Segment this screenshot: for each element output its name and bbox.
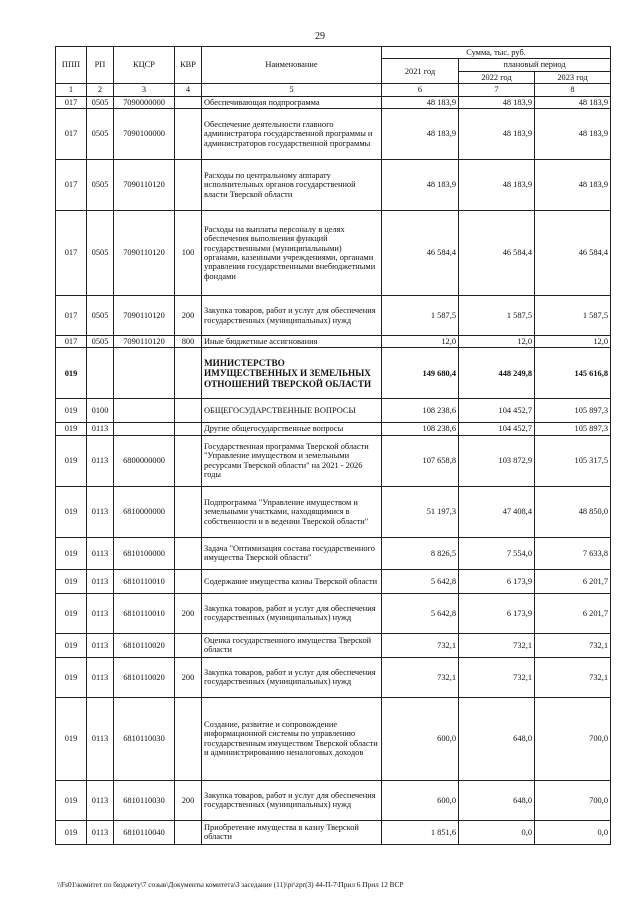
table-row (56, 160, 611, 211)
cell-2021: 1 851,6 (382, 820, 459, 844)
table-row (56, 780, 611, 820)
cell-kcsr: 6810100000 (114, 537, 175, 569)
cell-kvr (175, 633, 202, 657)
cell-kvr (175, 399, 202, 423)
cell-2023: 105 897,3 (535, 423, 611, 435)
cell-ppp: 019 (56, 423, 87, 435)
budget-table (55, 46, 611, 845)
col-number: 2 (87, 84, 114, 96)
cell-name: Расходы на выплаты персоналу в целях обеспечения выполнения функций государственными (муниципальными) органами, казенными учреждениями, органами управления государственными внебюджетными фондами (202, 211, 382, 296)
cell-name: Содержание имущества казны Тверской области (202, 569, 382, 593)
col-number: 5 (202, 84, 382, 96)
cell-kcsr: 7090100000 (114, 109, 175, 160)
cell-2022: 7 554,0 (459, 537, 535, 569)
cell-2023: 700,0 (535, 780, 611, 820)
cell-2022: 732,1 (459, 633, 535, 657)
cell-kcsr: 6810000000 (114, 486, 175, 537)
col-ppp-header: ППП (56, 47, 87, 84)
cell-ppp: 017 (56, 211, 87, 296)
cell-2023: 0,0 (535, 820, 611, 844)
cell-kvr (175, 486, 202, 537)
cell-rp: 0505 (87, 211, 114, 296)
cell-rp: 0505 (87, 296, 114, 336)
cell-kcsr: 6810110040 (114, 820, 175, 844)
cell-kvr (175, 537, 202, 569)
cell-name: ОБЩЕГОСУДАРСТВЕННЫЕ ВОПРОСЫ (202, 399, 382, 423)
cell-2022: 48 183,9 (459, 160, 535, 211)
cell-2023: 105 317,5 (535, 435, 611, 486)
table-row (56, 423, 611, 435)
table-row (56, 435, 611, 486)
cell-2021: 1 587,5 (382, 296, 459, 336)
cell-kcsr: 7090000000 (114, 96, 175, 108)
cell-2022: 46 584,4 (459, 211, 535, 296)
cell-kcsr: 6810110030 (114, 697, 175, 780)
cell-name: Оценка государственного имущества Тверской области (202, 633, 382, 657)
cell-2022: 103 872,9 (459, 435, 535, 486)
cell-rp: 0113 (87, 486, 114, 537)
cell-ppp: 019 (56, 593, 87, 633)
cell-2023: 6 201,7 (535, 593, 611, 633)
cell-2021: 732,1 (382, 657, 459, 697)
cell-2022: 48 183,9 (459, 96, 535, 108)
cell-2022: 104 452,7 (459, 423, 535, 435)
cell-2023: 46 584,4 (535, 211, 611, 296)
cell-kvr: 200 (175, 657, 202, 697)
col-kvr-header: КВР (175, 47, 202, 84)
cell-name: Подпрограмма "Управление имуществом и земельными участками, находящимися в собственности и в ведении Тверской области" (202, 486, 382, 537)
col-number: 8 (535, 84, 611, 96)
cell-rp: 0113 (87, 820, 114, 844)
cell-2023: 48 183,9 (535, 160, 611, 211)
cell-name: Закупка товаров, работ и услуг для обеспечения государственных (муниципальных) нужд (202, 780, 382, 820)
cell-kvr (175, 697, 202, 780)
table-row (56, 593, 611, 633)
table-row (56, 569, 611, 593)
table-row (56, 96, 611, 108)
cell-ppp: 019 (56, 697, 87, 780)
col-kcsr-header: КЦСР (114, 47, 175, 84)
sum-header: Сумма, тыс. руб. (382, 47, 611, 59)
cell-2022: 448 249,8 (459, 348, 535, 399)
cell-kvr: 200 (175, 593, 202, 633)
col-number: 1 (56, 84, 87, 96)
table-row (56, 399, 611, 423)
cell-2021: 149 680,4 (382, 348, 459, 399)
cell-2021: 600,0 (382, 697, 459, 780)
col-number: 3 (114, 84, 175, 96)
cell-kvr (175, 820, 202, 844)
cell-kvr (175, 435, 202, 486)
cell-2023: 145 616,8 (535, 348, 611, 399)
cell-kvr (175, 109, 202, 160)
cell-kvr: 200 (175, 296, 202, 336)
cell-2023: 732,1 (535, 657, 611, 697)
cell-kcsr: 7090110120 (114, 160, 175, 211)
cell-2023: 1 587,5 (535, 296, 611, 336)
cell-rp: 0113 (87, 593, 114, 633)
cell-rp: 0505 (87, 160, 114, 211)
col-number-row (56, 84, 611, 96)
cell-2023: 48 850,0 (535, 486, 611, 537)
cell-rp: 0113 (87, 423, 114, 435)
table-row (56, 537, 611, 569)
cell-rp: 0113 (87, 657, 114, 697)
cell-2021: 108 238,6 (382, 423, 459, 435)
cell-2021: 8 826,5 (382, 537, 459, 569)
cell-rp: 0100 (87, 399, 114, 423)
table-row (56, 296, 611, 336)
cell-ppp: 019 (56, 348, 87, 399)
col-2023-header: 2023 год (535, 71, 611, 83)
cell-2023: 700,0 (535, 697, 611, 780)
table-row (56, 633, 611, 657)
table-row (56, 336, 611, 348)
cell-2023: 105 897,3 (535, 399, 611, 423)
cell-name: Закупка товаров, работ и услуг для обеспечения государственных (муниципальных) нужд (202, 593, 382, 633)
cell-name: Государственная программа Тверской области "Управление имуществом и земельными ресурсами Тверской области" на 2021 - 2026 годы (202, 435, 382, 486)
cell-name: Расходы по центральному аппарату исполнительных органов государственной власти Тверской области (202, 160, 382, 211)
cell-kvr (175, 96, 202, 108)
cell-rp: 0505 (87, 96, 114, 108)
cell-ppp: 019 (56, 569, 87, 593)
cell-2022: 48 183,9 (459, 109, 535, 160)
col-name-header: Наименование (202, 47, 382, 84)
plan-period-header: плановый период (459, 59, 611, 71)
page-number: 29 (315, 31, 325, 42)
cell-2023: 48 183,9 (535, 109, 611, 160)
cell-2022: 12,0 (459, 336, 535, 348)
cell-2021: 48 183,9 (382, 96, 459, 108)
cell-2022: 104 452,7 (459, 399, 535, 423)
cell-kcsr (114, 423, 175, 435)
cell-ppp: 017 (56, 96, 87, 108)
table-row (56, 697, 611, 780)
cell-kvr: 200 (175, 780, 202, 820)
cell-ppp: 019 (56, 537, 87, 569)
cell-2021: 12,0 (382, 336, 459, 348)
cell-kcsr (114, 399, 175, 423)
cell-2021: 46 584,4 (382, 211, 459, 296)
cell-2023: 48 183,9 (535, 96, 611, 108)
cell-name: Обеспечение деятельности главного администратора государственной программы и администраторов государственной программы (202, 109, 382, 160)
cell-rp: 0505 (87, 109, 114, 160)
cell-2022: 1 587,5 (459, 296, 535, 336)
cell-rp: 0113 (87, 697, 114, 780)
cell-2022: 648,0 (459, 780, 535, 820)
cell-2021: 108 238,6 (382, 399, 459, 423)
col-number: 7 (459, 84, 535, 96)
table-row (56, 486, 611, 537)
cell-ppp: 019 (56, 633, 87, 657)
cell-2021: 5 642,8 (382, 593, 459, 633)
cell-name: Закупка товаров, работ и услуг для обеспечения государственных (муниципальных) нужд (202, 296, 382, 336)
col-rp-header: РП (87, 47, 114, 84)
cell-2022: 6 173,9 (459, 569, 535, 593)
col-2022-header: 2022 год (459, 71, 535, 83)
cell-name: Иные бюджетные ассигнования (202, 336, 382, 348)
cell-2023: 6 201,7 (535, 569, 611, 593)
cell-2021: 48 183,9 (382, 109, 459, 160)
cell-name: МИНИСТЕРСТВО ИМУЩЕСТВЕННЫХ И ЗЕМЕЛЬНЫХ ОТНОШЕНИЙ ТВЕРСКОЙ ОБЛАСТИ (202, 348, 382, 399)
cell-ppp: 017 (56, 336, 87, 348)
cell-ppp: 019 (56, 435, 87, 486)
cell-rp (87, 348, 114, 399)
table-row (56, 348, 611, 399)
cell-rp: 0113 (87, 435, 114, 486)
cell-name: Приобретение имущества в казну Тверской области (202, 820, 382, 844)
cell-ppp: 019 (56, 820, 87, 844)
cell-name: Задача "Оптимизация состава государственного имущества Тверской области" (202, 537, 382, 569)
cell-kvr (175, 423, 202, 435)
col-number: 4 (175, 84, 202, 96)
cell-name: Другие общегосударственные вопросы (202, 423, 382, 435)
header-row (56, 47, 611, 59)
cell-kcsr: 6810110010 (114, 593, 175, 633)
table-row (56, 820, 611, 844)
cell-2021: 5 642,8 (382, 569, 459, 593)
cell-kvr (175, 348, 202, 399)
col-number: 6 (382, 84, 459, 96)
cell-kcsr (114, 348, 175, 399)
cell-kcsr: 6800000000 (114, 435, 175, 486)
cell-2023: 12,0 (535, 336, 611, 348)
cell-2021: 732,1 (382, 633, 459, 657)
cell-2021: 600,0 (382, 780, 459, 820)
cell-ppp: 017 (56, 296, 87, 336)
cell-ppp: 017 (56, 160, 87, 211)
cell-kcsr: 6810110010 (114, 569, 175, 593)
cell-kcsr: 7090110120 (114, 211, 175, 296)
cell-kcsr: 6810110020 (114, 633, 175, 657)
cell-name: Закупка товаров, работ и услуг для обеспечения государственных (муниципальных) нужд (202, 657, 382, 697)
cell-rp: 0505 (87, 336, 114, 348)
cell-2023: 732,1 (535, 633, 611, 657)
cell-2021: 51 197,3 (382, 486, 459, 537)
table-body (56, 96, 611, 844)
cell-2023: 7 633,8 (535, 537, 611, 569)
cell-ppp: 019 (56, 780, 87, 820)
cell-kvr: 800 (175, 336, 202, 348)
cell-rp: 0113 (87, 569, 114, 593)
cell-kcsr: 6810110030 (114, 780, 175, 820)
cell-2021: 107 658,8 (382, 435, 459, 486)
cell-rp: 0113 (87, 780, 114, 820)
cell-kvr: 100 (175, 211, 202, 296)
cell-ppp: 019 (56, 657, 87, 697)
cell-kcsr: 7090110120 (114, 296, 175, 336)
cell-2022: 6 173,9 (459, 593, 535, 633)
file-path-footer: \\Fs01\комитет по бюджету\7 созыв\Документы комитета\3 заседание (11)\pr\zpr(3) 44-П-7\Прил 6 Прил 12 ВСР (57, 880, 404, 889)
col-2021-header: 2021 год (382, 59, 459, 84)
cell-2022: 648,0 (459, 697, 535, 780)
cell-rp: 0113 (87, 537, 114, 569)
cell-2022: 47 408,4 (459, 486, 535, 537)
table-row (56, 657, 611, 697)
cell-name: Создание, развитие и сопровождение информационной системы по управлению государственным имуществом Тверской области и администрированию неналоговых доходов (202, 697, 382, 780)
cell-kvr (175, 569, 202, 593)
cell-rp: 0113 (87, 633, 114, 657)
cell-2022: 0,0 (459, 820, 535, 844)
cell-name: Обеспечивающая подпрограмма (202, 96, 382, 108)
cell-2022: 732,1 (459, 657, 535, 697)
cell-ppp: 019 (56, 399, 87, 423)
table-row (56, 211, 611, 296)
table-row (56, 109, 611, 160)
cell-kcsr: 7090110120 (114, 336, 175, 348)
cell-kvr (175, 160, 202, 211)
cell-2021: 48 183,9 (382, 160, 459, 211)
cell-kcsr: 6810110020 (114, 657, 175, 697)
cell-ppp: 017 (56, 109, 87, 160)
cell-ppp: 019 (56, 486, 87, 537)
